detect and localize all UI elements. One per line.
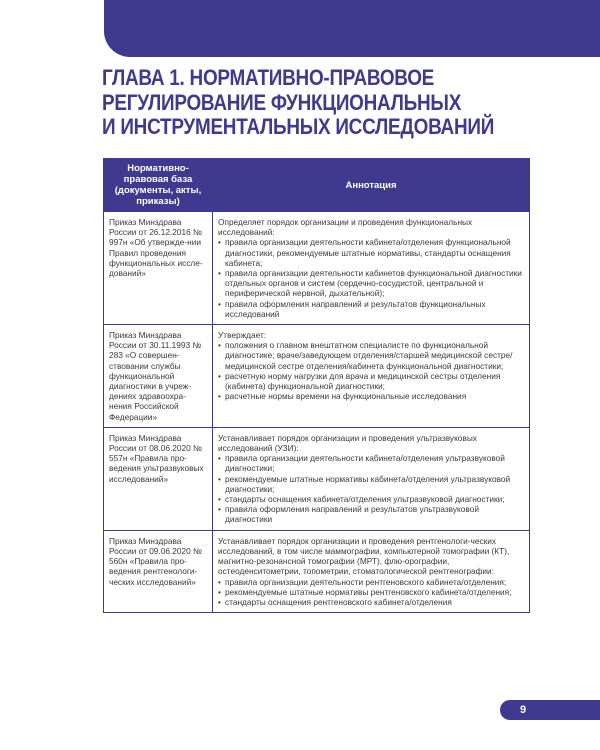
list-item: • правила организации деятельности рентгеновского кабинета/отделения; bbox=[218, 577, 525, 587]
chapter-title-line-1: ГЛАВА 1. НОРМАТИВНО-ПРАВОВОЕ bbox=[102, 65, 435, 90]
row-2-annotation-list bbox=[218, 340, 525, 401]
table-row bbox=[104, 530, 530, 612]
header-regulatory-base: Нормативно-правовая база (документы, акты, приказы) bbox=[104, 159, 213, 212]
table-header-row bbox=[104, 159, 530, 212]
list-item: • стандарты оснащения кабинета/отделения ультразвуковой диагностики; bbox=[218, 494, 525, 504]
row-4-annotation-lead: Устанавливает порядок организации и проведения рентгенологи-ческих исследований, в том числе маммографии, компьютерной томографии (КТ), магнитно-резонансной томографии (МРТ), флю-орографии, остеоденситометрии, топометрии, стоматологической рентгенографии: bbox=[218, 535, 510, 577]
row-1-document: Приказ Минздрава России от 26.12.2016 № 997н «Об утвержде-нии Правил проведения функциональных иссле-дований» bbox=[104, 212, 213, 325]
list-item: • стандарты оснащения рентгеновского кабинета/отделения bbox=[218, 597, 525, 607]
list-item: • рекомендуемые штатные нормативы кабинета/отделения ультразвуковой диагностики; bbox=[218, 474, 525, 494]
chapter-title bbox=[102, 66, 506, 140]
row-2-annotation-lead: Утверждает: bbox=[218, 330, 267, 341]
top-decorative-band bbox=[104, 0, 600, 57]
row-4-document: Приказ Минздрава России от 09.06.2020 № 560н «Правила про-ведения рентгенологи-ческих исследований» bbox=[104, 530, 213, 612]
row-4-annotation bbox=[213, 530, 530, 612]
row-3-annotation-list bbox=[218, 453, 525, 524]
row-1-annotation-list bbox=[218, 237, 525, 319]
list-item: • правила организации деятельности кабинета/отделения ультразвуковой диагностики; bbox=[218, 453, 525, 473]
list-item: • положения о главном внештатном специалисте по функциональной диагностике; враче/заведующем отделения/старшей медицинской сестре/медицинской сестре отделения/кабинета функциональной диагностики; bbox=[218, 340, 525, 371]
row-3-annotation-lead: Устанавливает порядок организации и проведения ультразвуковых исследований (УЗИ): bbox=[218, 432, 477, 454]
table-row bbox=[104, 427, 530, 530]
header-annotation: Аннотация bbox=[213, 159, 530, 212]
chapter-title-line-3: И ИНСТРУМЕНТАЛЬНЫХ ИССЛЕДОВАНИЙ bbox=[102, 114, 495, 139]
row-2-document: Приказ Минздрава России от 30.11.1993 № 283 «О совершен-ствовании службы функциональной диагностики в учреж-дениях здравоохра-нения Российской Федерации» bbox=[104, 325, 213, 428]
row-3-document: Приказ Минздрава России от 08.06.2020 № 557н «Правила про-ведения ультразвуковых исследований» bbox=[104, 427, 213, 530]
row-1-annotation-lead: Определяет порядок организации и проведения функциональных исследований: bbox=[218, 217, 473, 238]
list-item: • рекомендуемые штатные нормативы рентгеновского кабинета/отделения; bbox=[218, 587, 525, 597]
list-item: • правила оформления направлений и результатов функциональных исследований bbox=[218, 299, 525, 319]
list-item: • расчетную норму нагрузки для врача и медицинской сестры отделения (кабинета) функциональной диагностики; bbox=[218, 371, 525, 391]
table-row bbox=[104, 325, 530, 428]
row-2-annotation bbox=[213, 325, 530, 428]
page-number: 9 bbox=[500, 700, 600, 720]
row-4-annotation-list bbox=[218, 577, 525, 608]
row-3-annotation bbox=[213, 427, 530, 530]
chapter-title-line-2: РЕГУЛИРОВАНИЕ ФУНКЦИОНАЛЬНЫХ bbox=[102, 89, 462, 115]
list-item: • правила организации деятельности кабинетов функциональной диагностики отдельных органов и систем (сердечно-сосудистой, центральной и периферической нервной, дыхательной); bbox=[218, 268, 525, 299]
row-1-annotation bbox=[213, 212, 530, 325]
list-item: • правила организации деятельности кабинета/отделения функциональной диагностики, рекомендуемые штатные нормативы, стандарты оснащения кабинета; bbox=[218, 237, 525, 268]
regulations-table bbox=[103, 158, 530, 613]
list-item: • правила оформления направлений и результатов ультразвуковой диагностики bbox=[218, 504, 525, 524]
table-row bbox=[104, 212, 530, 325]
list-item: • расчетные нормы времени на функциональные исследования bbox=[218, 391, 525, 401]
